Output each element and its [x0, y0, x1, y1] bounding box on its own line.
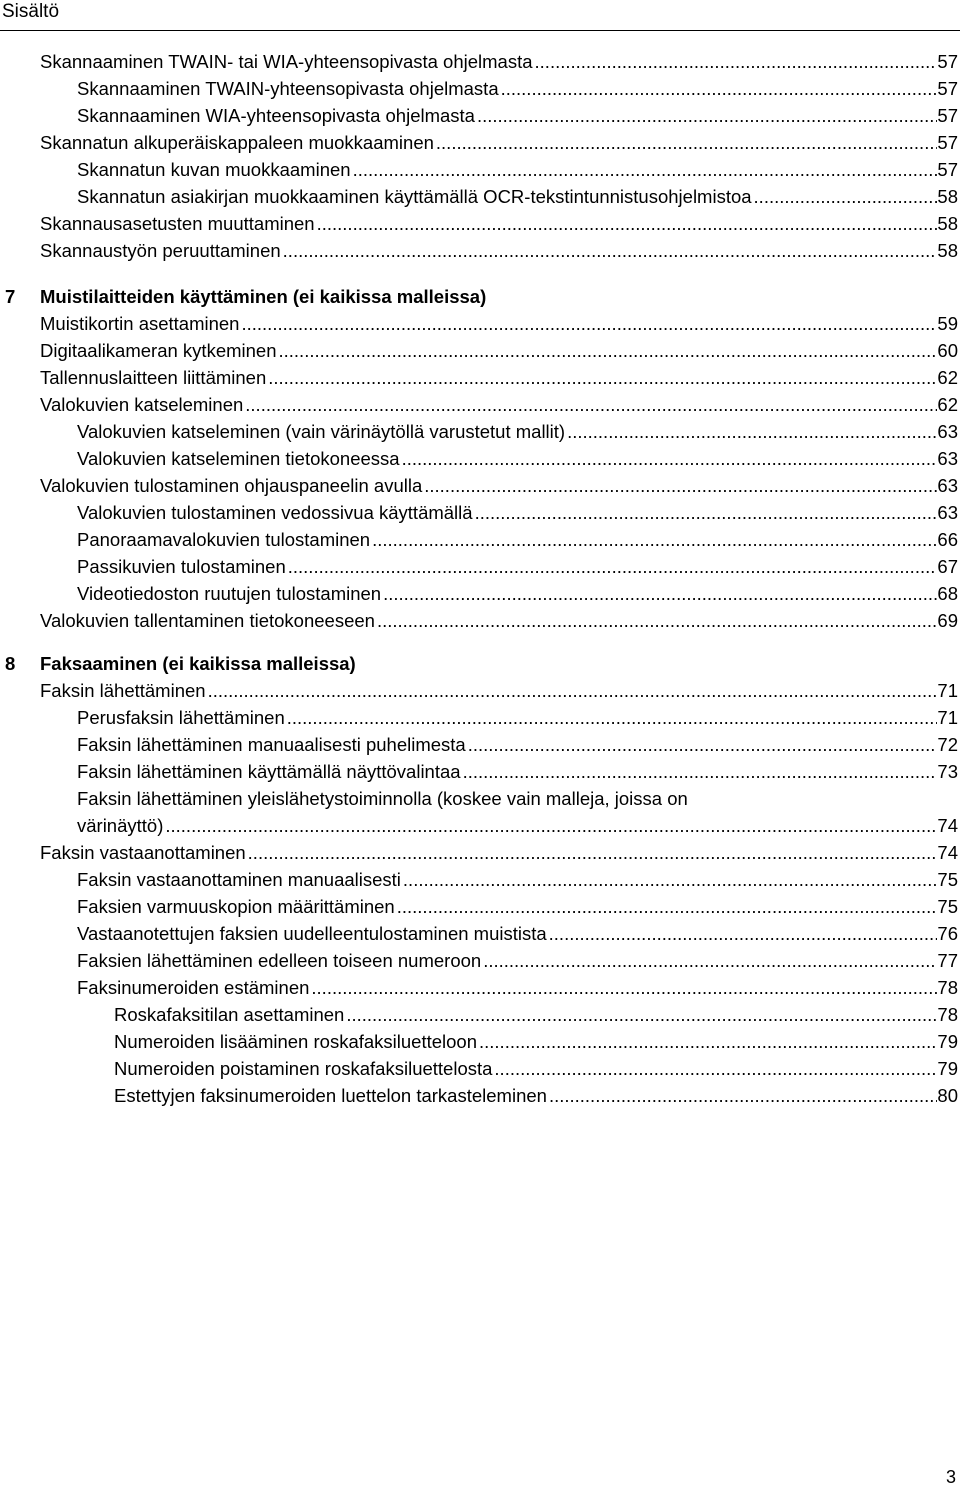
- toc-entry-label: Skannaustyön peruuttaminen: [40, 240, 281, 261]
- toc-leader-dots: [565, 419, 937, 445]
- toc-entry[interactable]: [40, 473, 958, 499]
- chapter-title: Faksaaminen (ei kaikissa malleissa): [40, 653, 356, 674]
- toc-entry[interactable]: [114, 1083, 958, 1109]
- chapter-heading[interactable]: [5, 651, 356, 677]
- toc-entry-page: 79: [937, 1058, 958, 1079]
- toc-leader-dots: [400, 446, 938, 472]
- toc-entry[interactable]: [40, 678, 958, 704]
- toc-entry[interactable]: [77, 184, 958, 210]
- toc-leader-dots: [481, 948, 937, 974]
- toc-entry-label: Valokuvien katseleminen tietokoneessa: [77, 448, 400, 469]
- chapter-number: 8: [5, 653, 16, 674]
- toc-entry[interactable]: [77, 948, 958, 974]
- toc-leader-dots: [277, 338, 938, 364]
- toc-entry[interactable]: [77, 975, 958, 1001]
- toc-entry-label: Valokuvien tulostaminen vedossivua käyttämällä: [77, 502, 473, 523]
- toc-entry-page: 57: [937, 159, 958, 180]
- toc-entry[interactable]: [77, 500, 958, 526]
- toc-entry-label: Skannaaminen WIA-yhteensopivasta ohjelmasta: [77, 105, 475, 126]
- toc-entry-page: 57: [937, 78, 958, 99]
- toc-entry[interactable]: [77, 867, 958, 893]
- toc-entry[interactable]: [114, 1002, 958, 1028]
- toc-entry-page: 72: [937, 734, 958, 755]
- toc-entry-page: 58: [937, 213, 958, 234]
- toc-entry[interactable]: [77, 527, 958, 553]
- toc-entry-label: Roskafaksitilan asettaminen: [114, 1004, 345, 1025]
- toc-entry-page: 59: [937, 313, 958, 334]
- toc-entry[interactable]: [77, 813, 958, 839]
- toc-leader-dots: [461, 759, 938, 785]
- toc-entry-label: Valokuvien katseleminen: [40, 394, 244, 415]
- toc-entry-page: 58: [937, 240, 958, 261]
- toc-entry-label: Vastaanotettujen faksien uudelleentulostaminen muistista: [77, 923, 547, 944]
- toc-entry[interactable]: [77, 103, 958, 129]
- toc-leader-dots: [422, 473, 937, 499]
- toc-leader-dots: [475, 103, 937, 129]
- toc-leader-dots: [533, 49, 938, 75]
- toc-entry-page: 73: [937, 761, 958, 782]
- toc-entry-label: Skannatun kuvan muokkaaminen: [77, 159, 351, 180]
- toc-entry-label: Skannausasetusten muuttaminen: [40, 213, 315, 234]
- toc-entry-label: Skannatun alkuperäiskappaleen muokkaaminen: [40, 132, 434, 153]
- toc-entry[interactable]: [77, 921, 958, 947]
- toc-entry[interactable]: [40, 311, 958, 337]
- toc-entry[interactable]: [77, 446, 958, 472]
- toc-entry[interactable]: [77, 76, 958, 102]
- toc-entry-label: Faksin lähettäminen käyttämällä näyttövalintaa: [77, 761, 461, 782]
- toc-leader-dots: [163, 813, 937, 839]
- toc-leader-dots: [243, 392, 937, 418]
- toc-entry-page: 71: [937, 680, 958, 701]
- toc-entry-label: Faksin vastaanottaminen: [40, 842, 246, 863]
- toc-entry-page: 68: [937, 583, 958, 604]
- toc-entry-page: 76: [937, 923, 958, 944]
- toc-leader-dots: [492, 1056, 937, 1082]
- toc-leader-dots: [351, 157, 938, 183]
- toc-entry-label: Faksin vastaanottaminen manuaalisesti: [77, 869, 401, 890]
- toc-entry-label: Faksin lähettäminen: [40, 680, 206, 701]
- toc-leader-dots: [309, 975, 937, 1001]
- toc-entry-label: Valokuvien tallentaminen tietokoneeseen: [40, 610, 375, 631]
- toc-entry-label: Skannatun asiakirjan muokkaaminen käyttämällä OCR-tekstintunnistusohjelmistoa: [77, 186, 752, 207]
- toc-entry[interactable]: [40, 130, 958, 156]
- toc-entry[interactable]: [77, 705, 958, 731]
- toc-entry-label: Videotiedoston ruutujen tulostaminen: [77, 583, 382, 604]
- header-title: Sisältö: [2, 1, 60, 22]
- toc-entry-page: 63: [937, 475, 958, 496]
- toc-entry[interactable]: [40, 49, 958, 75]
- toc-leader-dots: [206, 678, 938, 704]
- toc-entry[interactable]: [77, 554, 958, 580]
- toc-leader-dots: [266, 365, 937, 391]
- toc-entry-page: 57: [937, 132, 958, 153]
- toc-leader-dots: [477, 1029, 937, 1055]
- toc-entry-page: 74: [937, 815, 958, 836]
- toc-entry-page: 78: [937, 977, 958, 998]
- toc-entry[interactable]: [40, 608, 958, 634]
- toc-entry-page: 78: [937, 1004, 958, 1025]
- toc-entry-label: Faksin lähettäminen manuaalisesti puhelimesta: [77, 734, 466, 755]
- toc-entry[interactable]: [77, 759, 958, 785]
- toc-entry[interactable]: [77, 157, 958, 183]
- toc-leader-dots: [281, 238, 938, 264]
- toc-entry[interactable]: [77, 419, 958, 445]
- page-number: 3: [945, 1467, 956, 1487]
- toc-leader-dots: [381, 581, 937, 607]
- toc-leader-dots: [752, 184, 938, 210]
- toc-leader-dots: [401, 867, 938, 893]
- toc-entry-page: 69: [937, 610, 958, 631]
- toc-leader-dots: [547, 1083, 937, 1109]
- toc-entry-label: Passikuvien tulostaminen: [77, 556, 286, 577]
- toc-entry-page: 60: [937, 340, 958, 361]
- toc-leader-dots: [499, 76, 938, 102]
- toc-leader-dots: [246, 840, 938, 866]
- toc-entry-page: 79: [937, 1031, 958, 1052]
- toc-entry[interactable]: [40, 338, 958, 364]
- toc-leader-dots: [466, 732, 938, 758]
- toc-entry-label: Valokuvien katseleminen (vain värinäytöllä varustetut mallit): [77, 421, 566, 442]
- toc-entry-page: 71: [937, 707, 958, 728]
- toc-entry-label: Muistikortin asettaminen: [40, 313, 240, 334]
- toc-entry-page: 67: [937, 556, 958, 577]
- toc-leader-dots: [375, 608, 937, 634]
- toc-entry-label-wrapped[interactable]: Faksin lähettäminen yleislähetystoiminnolla (koskee vain malleja, joissa on: [77, 788, 688, 809]
- toc-entry[interactable]: [40, 238, 958, 264]
- toc-entry-page: 57: [937, 105, 958, 126]
- toc-entry-page: 63: [937, 421, 958, 442]
- toc-entry[interactable]: [77, 581, 958, 607]
- toc-entry-label: Skannaaminen TWAIN- tai WIA-yhteensopivasta ohjelmasta: [40, 51, 533, 72]
- toc-entry-label: Valokuvien tulostaminen ohjauspaneelin avulla: [40, 475, 423, 496]
- toc-entry-label: Faksinumeroiden estäminen: [77, 977, 310, 998]
- toc-leader-dots: [286, 554, 938, 580]
- toc-leader-dots: [344, 1002, 937, 1028]
- toc-leader-dots: [395, 894, 938, 920]
- toc-entry[interactable]: [40, 365, 958, 391]
- chapter-title: Muistilaitteiden käyttäminen (ei kaikissa malleissa): [40, 286, 487, 307]
- toc-entry-label: Faksien lähettäminen edelleen toiseen numeroon: [77, 950, 482, 971]
- toc-entry[interactable]: [114, 1056, 958, 1082]
- toc-entry-page: 63: [937, 448, 958, 469]
- toc-leader-dots: [473, 500, 938, 526]
- toc-entry-label: Panoraamavalokuvien tulostaminen: [77, 529, 371, 550]
- toc-entry-label: värinäyttö): [77, 815, 164, 836]
- toc-entry-label: Numeroiden poistaminen roskafaksiluettelosta: [114, 1058, 493, 1079]
- toc-leader-dots: [370, 527, 937, 553]
- toc-entry-label: Digitaalikameran kytkeminen: [40, 340, 277, 361]
- toc-entry-page: 75: [937, 869, 958, 890]
- toc-leader-dots: [315, 211, 938, 237]
- toc-leader-dots: [434, 130, 938, 156]
- toc-leader-dots: [239, 311, 937, 337]
- toc-entry-page: 80: [937, 1085, 958, 1106]
- toc-entry-label: Faksien varmuuskopion määrittäminen: [77, 896, 395, 917]
- chapter-number: 7: [5, 286, 16, 307]
- toc-entry-label: Numeroiden lisääminen roskafaksiluetteloon: [114, 1031, 477, 1052]
- toc-entry-page: 63: [937, 502, 958, 523]
- toc-entry-page: 77: [937, 950, 958, 971]
- toc-entry[interactable]: [40, 840, 958, 866]
- toc-entry-label: Perusfaksin lähettäminen: [77, 707, 285, 728]
- toc-entry-page: 62: [937, 394, 958, 415]
- toc-entry-page: 75: [937, 896, 958, 917]
- toc-entry[interactable]: [77, 894, 958, 920]
- chapter-heading[interactable]: [5, 284, 486, 310]
- toc-entry-page: 58: [937, 186, 958, 207]
- toc-leader-dots: [285, 705, 938, 731]
- toc-entry[interactable]: [114, 1029, 958, 1055]
- toc-entry[interactable]: [40, 392, 958, 418]
- toc-entry[interactable]: [77, 732, 958, 758]
- toc-entry-label: Tallennuslaitteen liittäminen: [40, 367, 267, 388]
- toc-entry-page: 57: [937, 51, 958, 72]
- toc-entry-label: Estettyjen faksinumeroiden luettelon tarkasteleminen: [114, 1085, 547, 1106]
- toc-entry-page: 62: [937, 367, 958, 388]
- toc-entry-page: 66: [937, 529, 958, 550]
- toc-entry-page: 74: [937, 842, 958, 863]
- toc-leader-dots: [547, 921, 938, 947]
- toc-entry-label: Skannaaminen TWAIN-yhteensopivasta ohjelmasta: [77, 78, 499, 99]
- page-header: [0, 0, 960, 31]
- toc-entry[interactable]: [40, 211, 958, 237]
